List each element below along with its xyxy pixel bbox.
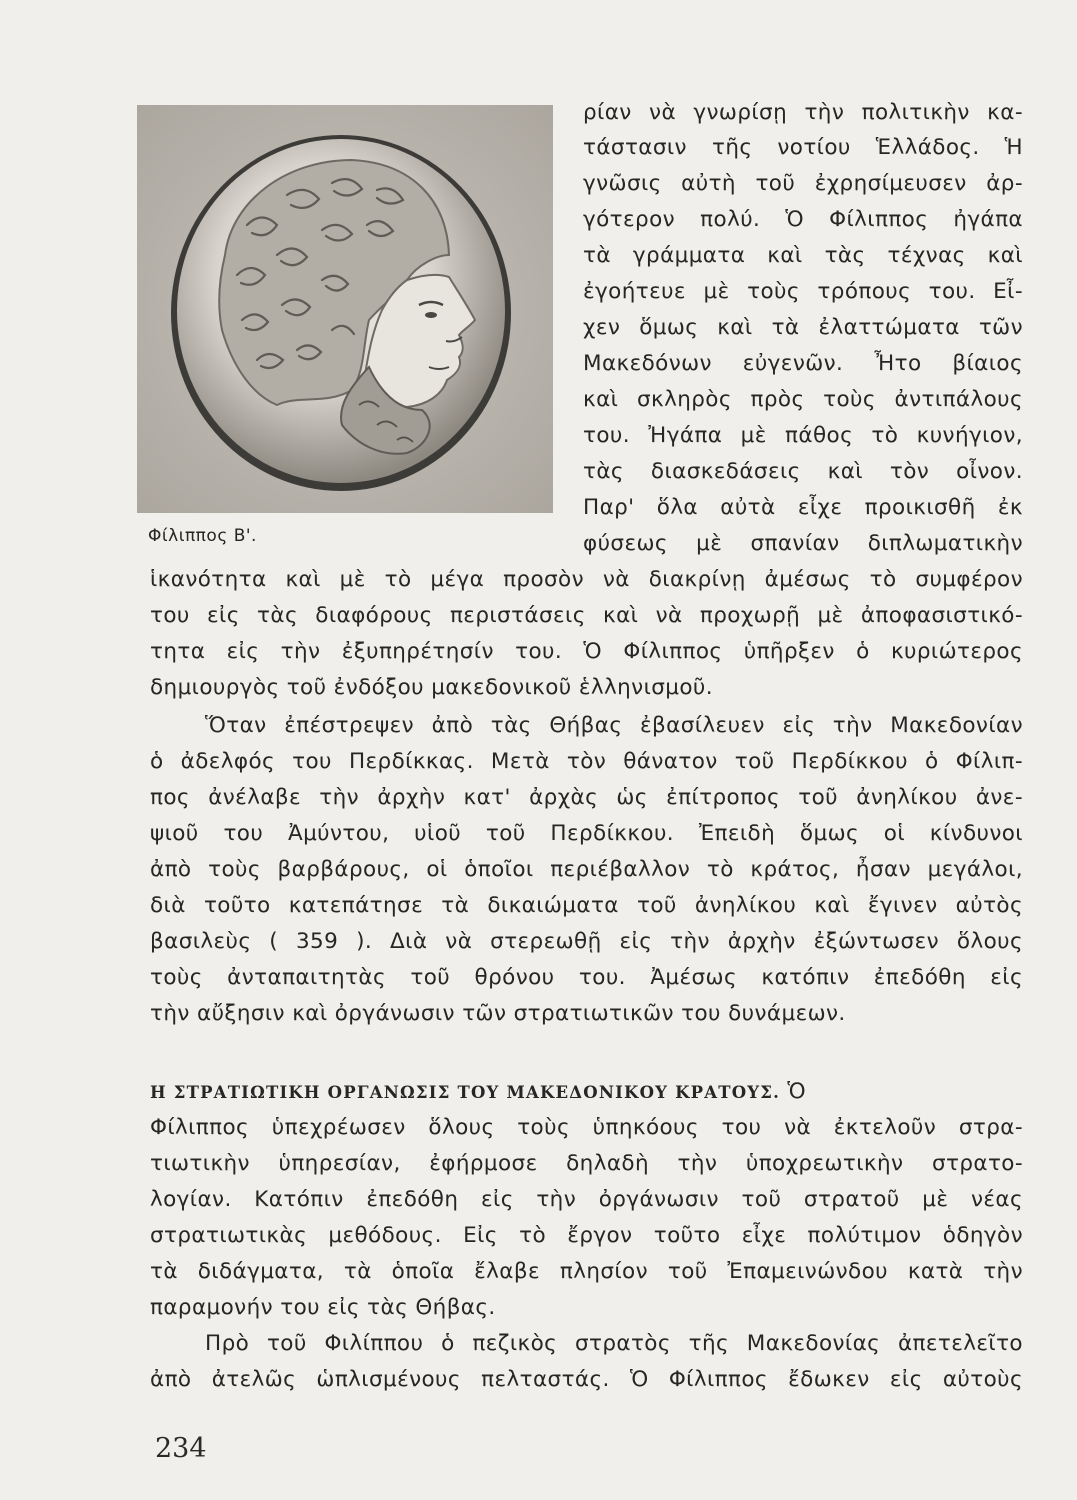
text-line: διὰ τοῦτο κατεπάτησε τὰ δικαιώματα τοῦ ἀνηλίκου καὶ ἔγινεν αὐτὸς (150, 893, 1023, 918)
coin-photo (137, 105, 553, 513)
section-heading: Η ΣΤΡΑΤΙΩΤΙΚΗ ΟΡΓΑΝΩΣΙΣ ΤΟΥ ΜΑΚΕΔΟΝΙΚΟΥ ΚΡΑΤΟΥΣ. (150, 1083, 781, 1102)
text-line: πος ἀνέλαβε τὴν ἀρχὴν κατ' ἀρχὰς ὡς ἐπίτροπος τοῦ ἀνηλίκου ἀνε- (150, 785, 1023, 810)
text-line: ἀπὸ τοὺς βαρβάρους, οἱ ὁποῖοι περιέβαλλον τὸ κράτος, ἦσαν μεγάλοι, (150, 857, 1023, 882)
text-line: του εἰς τὰς διαφόρους περιστάσεις καὶ νὰ προχωρῇ μὲ ἀποφασιστικό- (150, 603, 1023, 628)
text-line: χεν ὅμως καὶ τὰ ἐλαττώματα τῶν (583, 315, 1023, 340)
text-line: τοὺς ἀνταπαιτητὰς τοῦ θρόνου του. Ἀμέσως κατόπιν ἐπεδόθη εἰς (150, 965, 1023, 990)
text-line: τὴν αὔξησιν καὶ ὀργάνωσιν τῶν στρατιωτικῶν του δυνάμεων. (150, 1001, 846, 1026)
text-line: τὰς διασκεδάσεις καὶ τὸν οἶνον. (583, 459, 1023, 484)
text-line: στρατιωτικὰς μεθόδους. Εἰς τὸ ἔργον τοῦτο εἶχε πολύτιμον ὁδηγὸν (150, 1223, 1023, 1248)
text-line: Μακεδόνων εὐγενῶν. Ἦτο βίαιος (583, 351, 1023, 376)
coin-portrait-image (137, 105, 553, 513)
text-line: τητα εἰς τὴν ἐξυπηρέτησίν του. Ὁ Φίλιππος ὑπῆρξεν ὁ κυριώτερος (150, 639, 1023, 664)
text-line: καὶ σκληρὸς πρὸς τοὺς ἀντιπάλους (583, 387, 1023, 412)
section-heading-tail: Ὁ (787, 1079, 806, 1104)
text-line: ὁ ἀδελφός του Περδίκκας. Μετὰ τὸν θάνατον τοῦ Περδίκκου ὁ Φίλιπ- (150, 749, 1023, 774)
text-line: Φίλιππος ὑπεχρέωσεν ὅλους τοὺς ὑπηκόους του νὰ ἐκτελοῦν στρα- (150, 1115, 1023, 1140)
text-line: Πρὸ τοῦ Φιλίππου ὁ πεζικὸς στρατὸς τῆς Μακεδονίας ἀπετελεῖτο (205, 1331, 1023, 1356)
text-line: λογίαν. Κατόπιν ἐπεδόθη εἰς τὴν ὀργάνωσιν τοῦ στρατοῦ μὲ νέας (150, 1187, 1023, 1212)
text-line: τιωτικὴν ὑπηρεσίαν, ἐφήρμοσε δηλαδὴ τὴν ὑποχρεωτικὴν στρατο- (150, 1151, 1023, 1176)
text-line: ἐγοήτευε μὲ τοὺς τρόπους του. Εἶ- (583, 279, 1023, 304)
text-line: βασιλεὺς ( 359 ). Διὰ νὰ στερεωθῇ εἰς τὴν ἀρχὴν ἐξώντωσεν ὅλους (150, 929, 1023, 954)
text-line: ἱκανότητα καὶ μὲ τὸ μέγα προσὸν νὰ διακρίνῃ ἀμέσως τὸ συμφέρον (150, 567, 1023, 592)
figure-caption: Φίλιππος Β'. (148, 526, 257, 546)
section-heading-line (150, 1078, 1023, 1106)
text-line: γνῶσις αὐτὴ τοῦ ἐχρησίμευσεν ἀρ- (583, 171, 1023, 196)
text-line: τὰ γράμματα καὶ τὰς τέχνας καὶ (583, 243, 1023, 268)
text-line: Ὅταν ἐπέστρεψεν ἀπὸ τὰς Θήβας ἐβασίλευεν εἰς τὴν Μακεδονίαν (205, 713, 1023, 738)
text-line: φύσεως μὲ σπανίαν διπλωματικὴν (583, 531, 1023, 556)
page-number: 234 (155, 1433, 207, 1464)
text-line: δημιουργὸς τοῦ ἐνδόξου μακεδονικοῦ ἑλληνισμοῦ. (150, 675, 713, 700)
text-line: τὰ διδάγματα, τὰ ὁποῖα ἔλαβε πλησίον τοῦ Ἐπαμεινώνδου κατὰ τὴν (150, 1259, 1023, 1284)
text-line: ψιοῦ του Ἀμύντου, υἱοῦ τοῦ Περδίκκου. Ἐπειδὴ ὅμως οἱ κίνδυνοι (150, 821, 1023, 846)
text-line: του. Ἠγάπα μὲ πάθος τὸ κυνήγιον, (583, 423, 1023, 448)
text-line: παραμονήν του εἰς τὰς Θήβας. (150, 1295, 496, 1320)
text-line: ἀπὸ ἀτελῶς ὡπλισμένους πελταστάς. Ὁ Φίλιππος ἔδωκεν εἰς αὐτοὺς (150, 1367, 1023, 1392)
text-line: γότερον πολύ. Ὁ Φίλιππος ἠγάπα (583, 207, 1023, 232)
text-line: ρίαν νὰ γνωρίσῃ τὴν πολιτικὴν κα- (583, 100, 1023, 125)
text-line: τάστασιν τῆς νοτίου Ἑλλάδος. Ἡ (583, 135, 1023, 160)
text-line: Παρ' ὅλα αὐτὰ εἶχε προικισθῆ ἐκ (583, 495, 1023, 520)
